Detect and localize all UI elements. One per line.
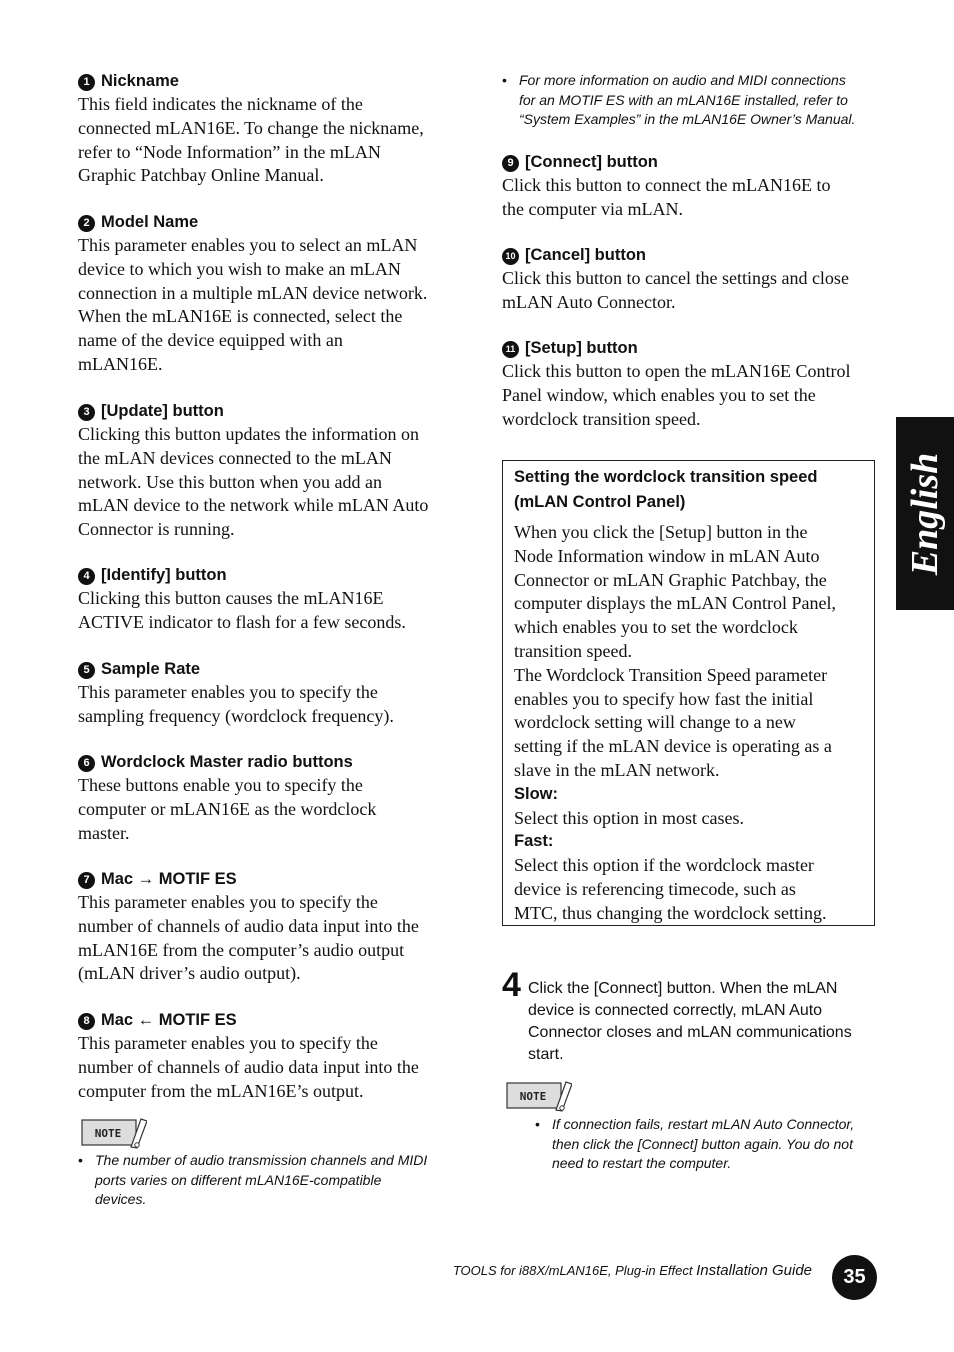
fast-text: Select this option if the wordclock master device is referencing timecode, such as MTC, thus changing the wordclock setting. bbox=[514, 855, 827, 923]
info-box-wordclock bbox=[502, 460, 875, 926]
section-heading: 11 [Setup] button bbox=[502, 336, 882, 360]
section-identify-button bbox=[78, 563, 458, 635]
bullet-icon: • bbox=[502, 72, 507, 88]
section-update-button bbox=[78, 399, 458, 542]
step-text: Click the [Connect] button. When the mLAN device is connected correctly, mLAN Auto Connector closes and mLAN communications start. bbox=[528, 980, 852, 1063]
bullet-icon: • bbox=[78, 1152, 83, 1168]
section-text: This parameter enables you to specify the sampling frequency (wordclock frequency). bbox=[78, 682, 394, 726]
item-number-badge: 3 bbox=[78, 404, 95, 421]
section-sample-rate bbox=[78, 657, 458, 729]
section-setup-button bbox=[502, 336, 882, 431]
note-icon bbox=[81, 1117, 147, 1149]
language-tab bbox=[896, 417, 954, 610]
section-heading: 4 [Identify] button bbox=[78, 563, 458, 587]
item-number-badge: 2 bbox=[78, 215, 95, 232]
section-text: This parameter enables you to select an mLAN device to which you wish to make an mLAN connection in a multiple mLAN device network. When the mLAN16E is connected, select the name of the device equipped with an mLAN16E. bbox=[78, 235, 428, 374]
section-text: Clicking this button updates the information on the mLAN devices connected to the mLAN network. Use this button when you add an mLAN device to the network while mLAN Auto Connector is running. bbox=[78, 424, 429, 540]
info-box-title: Setting the wordclock transition speed (mLAN Control Panel) bbox=[514, 468, 818, 511]
section-heading: 3 [Update] button bbox=[78, 399, 458, 423]
top-note-text: • For more information on audio and MIDI connections for an MOTIF ES with an mLAN16E installed, refer to “System Examples” in the mLAN16E Owner’s Manual. bbox=[502, 72, 856, 127]
section-heading: 5 Sample Rate bbox=[78, 657, 458, 681]
note-text: • The number of audio transmission channels and MIDI ports varies on different mLAN16E-compatible devices. bbox=[78, 1152, 428, 1207]
item-number-badge: 1 bbox=[78, 74, 95, 91]
footer-title bbox=[453, 1262, 812, 1279]
section-nickname bbox=[78, 69, 458, 188]
section-text: Clicking this button causes the mLAN16E ACTIVE indicator to flash for a few seconds. bbox=[78, 588, 406, 632]
page-number: 35 bbox=[832, 1255, 877, 1300]
section-connect-button bbox=[502, 150, 882, 222]
section-heading: 7 Mac → MOTIF ES bbox=[78, 867, 458, 891]
section-motif-to-mac bbox=[78, 1008, 458, 1103]
note-icon bbox=[506, 1080, 572, 1112]
note-text: • If connection fails, restart mLAN Auto Connector, then click the [Connect] button again. You do not need to restart the computer. bbox=[535, 1116, 855, 1171]
section-text: Click this button to cancel the settings and close mLAN Auto Connector. bbox=[502, 268, 849, 312]
info-box-paragraph: When you click the [Setup] button in the Node Information window in mLAN Auto Connector or mLAN Graphic Patchbay, the computer displays the mLAN Control Panel, which enables you to set the wordclock transition speed. The Wordclock Transition Speed parameter enables you to specify how fast the initial wordclock setting will change to a new setting if the mLAN device is operating as a slave in the mLAN network. bbox=[514, 522, 836, 780]
section-text: These buttons enable you to specify the computer or mLAN16E as the wordclock master. bbox=[78, 775, 377, 843]
item-number-badge: 5 bbox=[78, 662, 95, 679]
step-number: 4 bbox=[502, 966, 521, 1004]
footer-guide: Installation Guide bbox=[696, 1262, 812, 1279]
section-text: This field indicates the nickname of the connected mLAN16E. To change the nickname, refer to “Node Information” in the mLAN Graphic Patchbay Online Manual. bbox=[78, 94, 424, 186]
item-number-badge: 9 bbox=[502, 155, 519, 172]
fast-label: Fast: bbox=[514, 832, 554, 851]
section-mac-to-motif bbox=[78, 867, 458, 986]
section-heading: 1 Nickname bbox=[78, 69, 458, 93]
note-label: NOTE bbox=[519, 1090, 547, 1103]
section-text: This parameter enables you to specify the number of channels of audio data input into the mLAN16E from the computer’s audio output (mLAN driver’s audio output). bbox=[78, 892, 419, 984]
slow-label: Slow: bbox=[514, 784, 558, 803]
footer-product: TOOLS for i88X/mLAN16E, Plug-in Effect bbox=[452, 1263, 693, 1278]
item-number-badge: 10 bbox=[502, 248, 519, 265]
item-number-badge: 4 bbox=[78, 568, 95, 585]
section-wordclock-master bbox=[78, 750, 458, 845]
item-number-badge: 6 bbox=[78, 755, 95, 772]
slow-text: Select this option in most cases. bbox=[514, 807, 744, 828]
section-text: Click this button to connect the mLAN16E to the computer via mLAN. bbox=[502, 175, 831, 219]
section-heading: 2 Model Name bbox=[78, 210, 458, 234]
section-text: Click this button to open the mLAN16E Control Panel window, which enables you to set the wordclock transition speed. bbox=[502, 361, 851, 429]
section-cancel-button bbox=[502, 243, 882, 315]
section-heading: 6 Wordclock Master radio buttons bbox=[78, 750, 458, 774]
bullet-icon: • bbox=[535, 1116, 540, 1132]
section-model-name bbox=[78, 210, 458, 377]
section-heading: 8 Mac ← MOTIF ES bbox=[78, 1008, 458, 1032]
section-heading: 9 [Connect] button bbox=[502, 150, 882, 174]
section-heading: 10 [Cancel] button bbox=[502, 243, 882, 267]
item-number-badge: 7 bbox=[78, 872, 95, 889]
item-number-badge: 11 bbox=[502, 341, 519, 358]
language-tab-label: English bbox=[904, 452, 946, 575]
info-box-content bbox=[514, 465, 870, 926]
item-number-badge: 8 bbox=[78, 1013, 95, 1030]
section-text: This parameter enables you to specify the number of channels of audio data input into the computer from the mLAN16E’s output. bbox=[78, 1033, 419, 1101]
note-label: NOTE bbox=[94, 1127, 122, 1140]
